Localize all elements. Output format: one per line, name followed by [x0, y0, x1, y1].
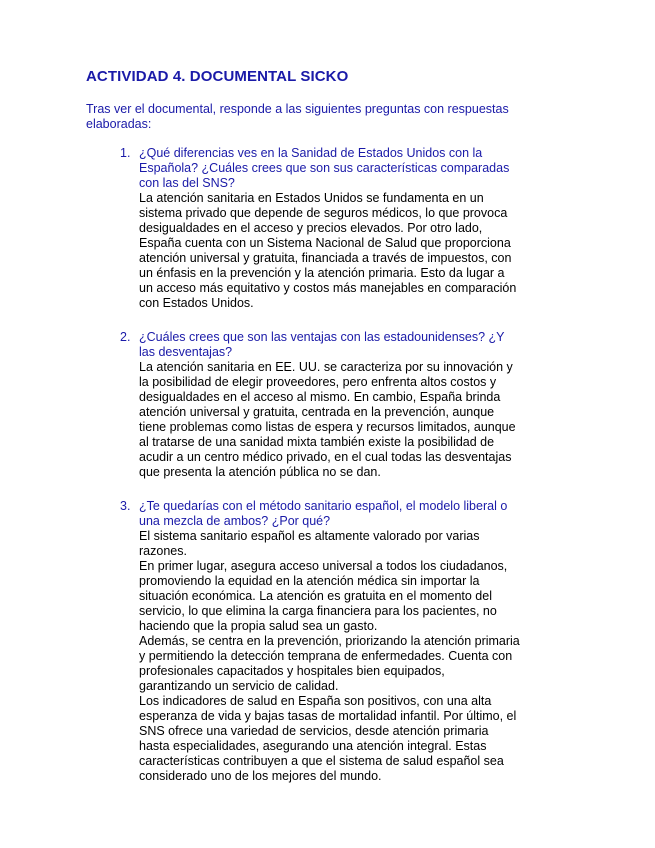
page-title: ACTIVIDAD 4. DOCUMENTAL SICKO — [86, 68, 349, 85]
question-text: ¿Qué diferencias ves en la Sanidad de Estados Unidos con la Española? ¿Cuáles crees que son sus características comparadas con las del SNS? — [139, 146, 510, 190]
question-list — [120, 146, 520, 803]
answer-paragraph: La atención sanitaria en Estados Unidos se fundamenta en un sistema privado que depende de seguros médicos, lo que provoca desigualdades en el acceso y precios elevados. Por otro lado, España cuenta con un Sistema Nacional de Salud que proporciona atención universal y gratuita, financiada a través de impuestos, con un énfasis en la prevención y la atención primaria. Esto da lugar a un acceso más equitativo y costos más manejables en comparación con Estados Unidos. — [139, 191, 517, 310]
question-number: 3. — [120, 499, 131, 513]
intro-text: Tras ver el documental, responde a las siguientes preguntas con respuestas elaboradas: — [86, 102, 509, 131]
answer-block — [139, 360, 520, 480]
answer-block — [139, 529, 520, 784]
answer-paragraph: La atención sanitaria en EE. UU. se caracteriza por su innovación y la posibilidad de elegir proveedores, pero enfrenta altos costos y desigualdades en el acceso al mismo. En cambio, España brinda atención universal y gratuita, centrada en la prevención, aunque tiene problemas como listas de espera y recursos limitados, aunque al tratarse de una sanidad mixta también existe la posibilidad de acudir a un centro médico privado, en el cual todas las desventajas que presenta la atención pública no se dan. — [139, 360, 516, 479]
question-number: 1. — [120, 146, 131, 160]
question-text: ¿Cuáles crees que son las ventajas con las estadounidenses? ¿Y las desventajas? — [139, 330, 505, 359]
answer-paragraph: Además, se centra en la prevención, priorizando la atención primaria y permitiendo la detección temprana de enfermedades. Cuenta con profesionales capacitados y hospitales bien equipados, garantizando un servicio de calidad. — [139, 634, 520, 693]
answer-paragraph: Los indicadores de salud en España son positivos, con una alta esperanza de vida y bajas tasas de mortalidad infantil. Por último, el SNS ofrece una variedad de servicios, desde atención primaria hasta especialidades, asegurando una atención integral. Estas características contribuyen a que el sistema de salud español sea considerado uno de los mejores del mundo. — [139, 694, 517, 783]
question-item-3 — [120, 499, 520, 784]
answer-block — [139, 191, 520, 311]
question-item-2 — [120, 330, 520, 480]
answer-paragraph: En primer lugar, asegura acceso universal a todos los ciudadanos, promoviendo la equidad en la atención médica sin importar la situación económica. La atención es gratuita en el momento del servicio, lo que elimina la carga financiera para los pacientes, no haciendo que la propia salud sea un gasto. — [139, 559, 508, 633]
question-number: 2. — [120, 330, 131, 344]
answer-paragraph: El sistema sanitario español es altamente valorado por varias razones. — [139, 529, 480, 558]
question-text: ¿Te quedarías con el método sanitario español, el modelo liberal o una mezcla de ambos? ¿Por qué? — [139, 499, 508, 528]
question-item-1 — [120, 146, 520, 311]
